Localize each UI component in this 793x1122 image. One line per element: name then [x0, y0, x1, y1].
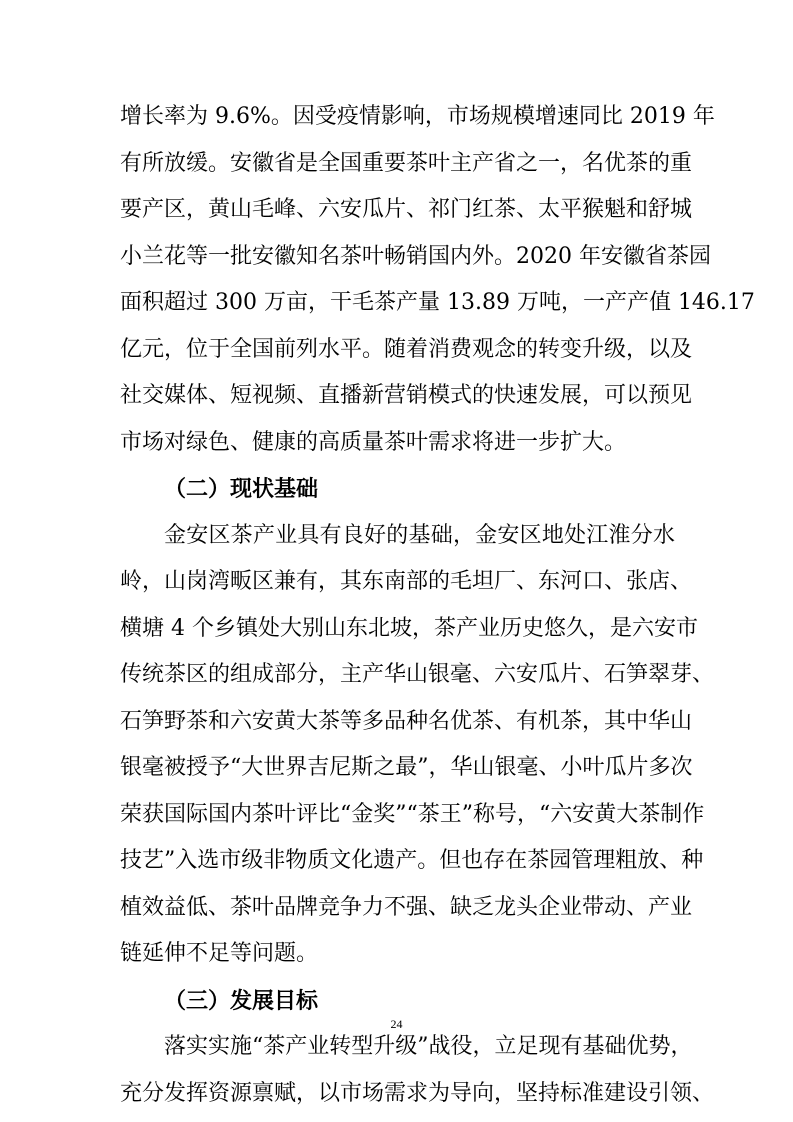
paragraph2-line-3: 横塘 4 个乡镇处大别山东北坡，茶产业历史悠久，是六安市 — [120, 616, 698, 641]
section-heading-status: （二）现状基础 — [164, 476, 319, 502]
paragraph3-line-1: 落实实施“茶产业转型升级”战役，立足现有基础优势， — [164, 1034, 693, 1059]
paragraph2-line-8: 技艺”入选市级非物质文化遗产。但也存在茶园管理粗放、种 — [120, 848, 704, 873]
paragraph1-line-7: 社交媒体、短视频、直播新营销模式的快速发展，可以预见 — [120, 383, 693, 408]
page-number: 24 — [390, 1017, 403, 1031]
paragraph2-line-2: 岭，山岗湾畈区兼有，其东南部的毛坦厂、东河口、张店、 — [120, 569, 693, 594]
paragraph2-line-10: 链延伸不足等问题。 — [120, 941, 319, 966]
paragraph2-line-1: 金安区茶产业具有良好的基础，金安区地处江淮分水 — [164, 523, 675, 548]
paragraph2-line-5: 石笋野茶和六安黄大茶等多品种名优茶、有机茶，其中华山 — [120, 709, 693, 734]
paragraph2-line-9: 植效益低、茶叶品牌竞争力不强、缺乏龙头企业带动、产业 — [120, 895, 693, 920]
paragraph1-line-4: 小兰花等一批安徽知名茶叶畅销国内外。2020 年安徽省茶园 — [120, 244, 711, 269]
paragraph1-line-6: 亿元，位于全国前列水平。随着消费观念的转变升级，以及 — [120, 337, 693, 362]
paragraph2-line-6: 银毫被授予“大世界吉尼斯之最”，华山银毫、小叶瓜片多次 — [120, 755, 693, 780]
paragraph1-line-1: 增长率为 9.6%。因受疫情影响，市场规模增速同比 2019 年 — [120, 104, 715, 129]
section-heading-goals: （三）发展目标 — [164, 988, 319, 1014]
paragraph3-line-2: 充分发挥资源禀赋，以市场需求为导向，坚持标准建设引领、 — [120, 1081, 715, 1106]
paragraph1-line-2: 有所放缓。安徽省是全国重要茶叶主产省之一，名优茶的重 — [120, 151, 693, 176]
paragraph2-line-4: 传统茶区的组成部分，主产华山银毫、六安瓜片、石笋翠芽、 — [120, 662, 715, 687]
paragraph1-line-8: 市场对绿色、健康的高质量茶叶需求将进一步扩大。 — [120, 430, 627, 455]
paragraph1-line-5: 面积超过 300 万亩，干毛茶产量 13.89 万吨，一产产值 146.17 — [120, 290, 755, 315]
paragraph1-line-3: 要产区，黄山毛峰、六安瓜片、祁门红茶、太平猴魁和舒城 — [120, 197, 693, 222]
paragraph2-line-7: 荣获国际国内茶叶评比“金奖”“茶王”称号，“六安黄大茶制作 — [120, 802, 705, 827]
